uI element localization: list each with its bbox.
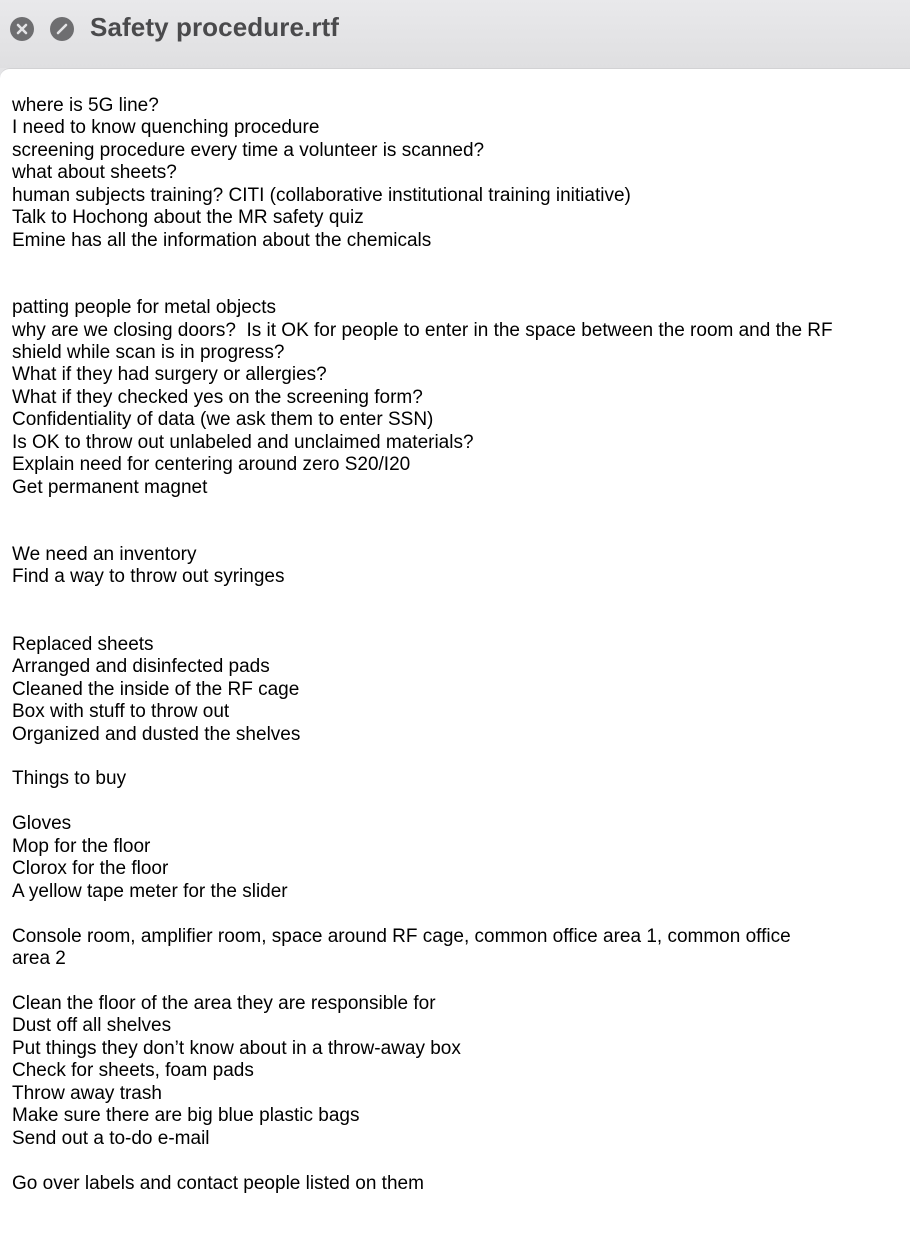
- text-line: [12, 499, 892, 521]
- text-line: We need an inventory: [12, 544, 197, 565]
- text-line: [12, 791, 892, 813]
- text-line: [12, 746, 892, 768]
- text-line: shield while scan is in progress?: [12, 341, 285, 363]
- text-line: Arranged and disinfected pads: [12, 656, 270, 678]
- text-line: Console room, amplifier room, space around RF cage, common office area 1, common office: [12, 925, 791, 947]
- text-line: I need to know quenching procedure: [12, 117, 320, 139]
- text-line: [12, 903, 892, 925]
- text-line: why are we closing doors? Is it OK for people to enter in the space between the room and the RF: [12, 319, 833, 341]
- text-line: area 2: [12, 948, 66, 970]
- window-title: Safety procedure.rtf: [90, 12, 340, 42]
- text-line: Dust off all shelves: [12, 1015, 172, 1037]
- text-line: Cleaned the inside of the RF cage: [12, 678, 300, 700]
- text-line: [12, 971, 892, 993]
- text-line: Emine has all the information about the chemicals: [12, 229, 432, 251]
- close-icon: [10, 17, 34, 41]
- text-line: Go over labels and contact people listed on them: [12, 1172, 424, 1194]
- text-line: [12, 522, 892, 544]
- text-line: [12, 275, 892, 297]
- close-button[interactable]: [10, 17, 34, 41]
- text-line: Throw away trash: [12, 1082, 162, 1104]
- text-line: What if they checked yes on the screening form?: [12, 386, 423, 408]
- text-line: Send out a to-do e-mail: [12, 1127, 210, 1149]
- text-line: Put things they don’t know about in a throw-away box: [12, 1037, 461, 1059]
- text-line: Things to buy: [12, 768, 127, 790]
- text-line: [12, 1150, 892, 1172]
- text-line: human subjects training? CITI (collaborative institutional training initiative): [12, 184, 631, 206]
- text-line: where is 5G line?: [12, 95, 159, 116]
- text-line: Organized and dusted the shelves: [12, 723, 301, 745]
- text-line: Gloves: [12, 813, 72, 835]
- text-line: A yellow tape meter for the slider: [12, 880, 288, 902]
- text-line: Box with stuff to throw out: [12, 701, 230, 723]
- minimize-icon: [50, 17, 74, 41]
- text-line: Check for sheets, foam pads: [12, 1060, 254, 1082]
- text-line: Get permanent magnet: [12, 476, 208, 498]
- text-line: Replaced sheets: [12, 633, 154, 655]
- text-line: Is OK to throw out unlabeled and unclaimed materials?: [12, 431, 474, 453]
- text-line: Talk to Hochong about the MR safety quiz: [12, 207, 364, 229]
- text-line: Confidentiality of data (we ask them to enter SSN): [12, 409, 434, 431]
- text-line: what about sheets?: [12, 162, 177, 184]
- text-line: patting people for metal objects: [12, 297, 277, 319]
- text-line: What if they had surgery or allergies?: [12, 364, 327, 386]
- text-line: Make sure there are big blue plastic bags: [12, 1105, 360, 1127]
- text-line: Clorox for the floor: [12, 858, 169, 880]
- text-line: [12, 252, 892, 274]
- text-line: Mop for the floor: [12, 835, 151, 857]
- text-line: screening procedure every time a volunteer is scanned?: [12, 139, 485, 161]
- text-line: [12, 589, 892, 611]
- title-bar[interactable]: [0, 0, 910, 68]
- text-line: [12, 611, 892, 633]
- text-line: Explain need for centering around zero S20/I20: [12, 454, 411, 476]
- text-line: Clean the floor of the area they are responsible for: [12, 992, 436, 1014]
- document-area[interactable]: [0, 68, 910, 1236]
- text-line: Find a way to throw out syringes: [12, 566, 285, 588]
- document-text[interactable]: [12, 95, 892, 1195]
- minimize-button[interactable]: [50, 17, 74, 41]
